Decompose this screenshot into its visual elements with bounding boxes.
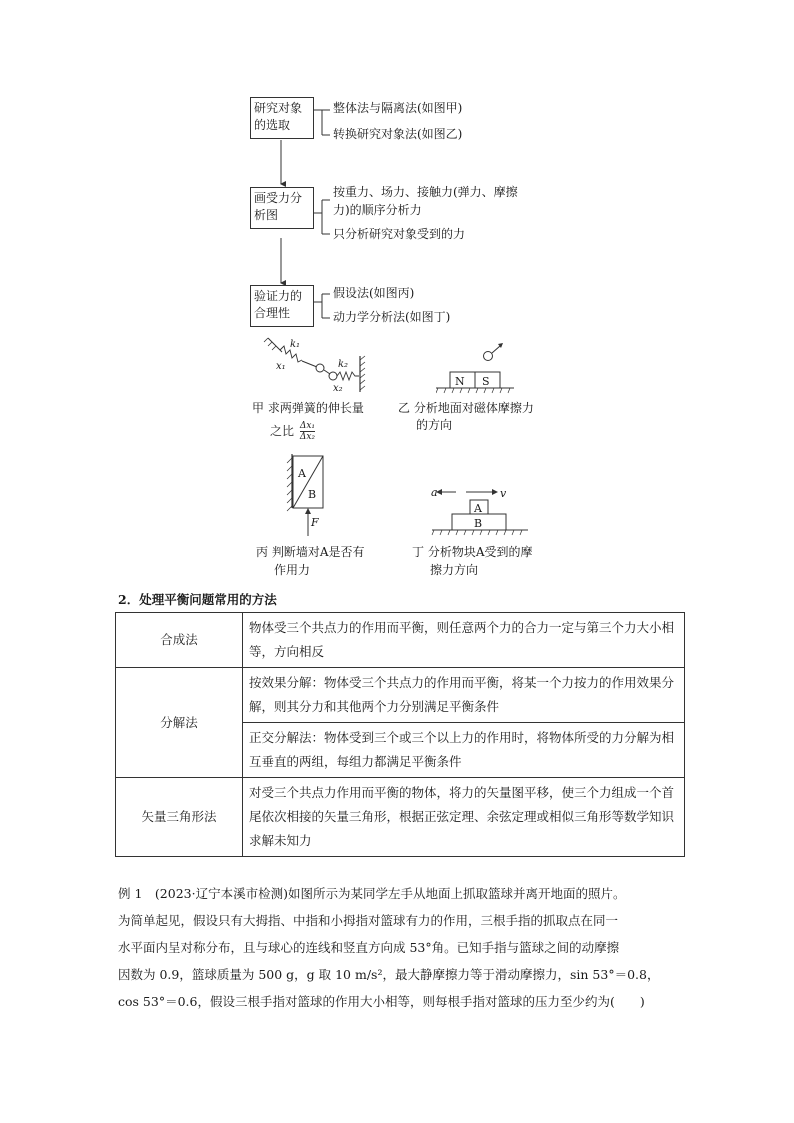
methods-table [115, 612, 685, 857]
caption-jia-line-1: 甲 求两弹簧的伸长量 [252, 401, 364, 415]
label-x2: x₂ [333, 383, 343, 394]
method-desc-effect-decomposition: 按效果分解：物体受三个共点力的作用而平衡，将某一个力按力的作用效果分解，则其分力和其他两个力分别满足平衡条件 [243, 668, 685, 723]
caption-jia-line-2 [270, 421, 315, 442]
method-name-decomposition: 分解法 [116, 668, 243, 778]
table-row [116, 778, 685, 857]
method-desc-vector-triangle: 对受三个共点力作用而平衡的物体，将力的矢量图平移，使三个力组成一个首尾依次相接的矢量三角形，根据正弦定理、余弦定理或相似三角形等数学知识求解未知力 [243, 778, 685, 857]
caption-yi-line-2: 的方向 [416, 418, 453, 432]
table-row [116, 668, 685, 723]
caption-ding-line-2: 擦力方向 [430, 563, 479, 577]
example-line-3: 水平面内呈对称分布，且与球心的连线和竖直方向成 53°角。已知手指与篮球之间的动摩擦 [118, 940, 620, 955]
step-1-line-2: 的选取 [254, 118, 291, 132]
ratio-numerator: Δx₁ [299, 421, 316, 431]
caption-yi-line-1: 乙 分析地面对磁体摩擦力 [398, 401, 534, 415]
step-2-line-1: 画受力分 [254, 191, 303, 205]
step-2-branch-2: 只分析研究对象受到的力 [333, 227, 466, 241]
example-line-4: 因数为 0.9，篮球质量为 500 g，g 取 10 m/s²，最大静摩擦力等于滑动摩擦力，sin 53°＝0.8， [118, 967, 660, 982]
step-3-line-2: 合理性 [254, 306, 291, 320]
method-name-synthesis: 合成法 [116, 613, 243, 668]
example-line-2: 为简单起见，假设只有大拇指、中指和小拇指对篮球有力的作用，三根手指的抓取点在同一 [118, 913, 619, 928]
step-3-branch-2: 动力学分析法(如图丁) [333, 310, 451, 324]
ratio-fraction [300, 421, 315, 442]
pole-s: S [482, 375, 490, 388]
step-box-1 [250, 97, 314, 139]
table-row [116, 613, 685, 668]
step-box-2 [250, 187, 314, 229]
pole-n: N [455, 375, 465, 388]
label-k2: k₂ [338, 359, 349, 370]
accel-label: a [431, 486, 438, 499]
step-3-line-1: 验证力的 [254, 289, 303, 303]
example-line-5: cos 53°＝0.6，假设三根手指对篮球的作用大小相等，则每根手指对篮球的压力至少约为( ) [118, 994, 645, 1009]
caption-ding-line-1: 丁 分析物块A受到的摩 [412, 545, 533, 559]
label-k1: k₁ [290, 339, 301, 350]
step-3-branch-1: 假设法(如图丙) [333, 286, 415, 300]
step-2-branch-1-line-2: 力)的顺序分析力 [333, 203, 422, 217]
caption-jia-prefix: 之比 [270, 424, 295, 438]
label-x1: x₁ [276, 361, 286, 372]
step-1-line-1: 研究对象 [254, 101, 303, 115]
ball-1 [316, 364, 324, 372]
example-line-1: 例 1 (2023·辽宁本溪市检测)如图所示为某同学左手从地面上抓取篮球并离开地面的照片。 [118, 886, 626, 901]
block-b-ding-label: B [474, 517, 483, 530]
ratio-denominator: Δx₂ [299, 432, 316, 442]
method-desc-synthesis: 物体受三个共点力的作用而平衡，则任意两个力的合力一定与第三个力大小相等，方向相反 [243, 613, 685, 668]
ball-2 [329, 372, 337, 380]
ball-yi [484, 352, 493, 361]
velocity-label: v [500, 487, 507, 500]
step-1-branch-2-text: 转换研究对象法(如图乙) [333, 127, 463, 141]
step-1-branch-1: 整体法与隔离法(如图甲) [333, 101, 463, 115]
caption-bing-line-2: 作用力 [274, 563, 311, 577]
figure-yi-drawing [436, 338, 516, 396]
step-2-line-2: 析图 [254, 208, 279, 222]
bracket-1 [314, 110, 322, 135]
block-b-bing: B [308, 488, 317, 501]
method-name-vector-triangle: 矢量三角形法 [116, 778, 243, 857]
step-2-branch-1-line-1: 按重力、场力、接触力(弹力、摩擦 [333, 185, 518, 199]
method-desc-orthogonal-decomposition: 正交分解法：物体受到三个或三个以上力的作用时，将物体所受的力分解为相互垂直的两组，每组力都满足平衡条件 [243, 723, 685, 778]
section-2-title: 2．处理平衡问题常用的方法 [118, 592, 277, 607]
block-a-ding-label: A [474, 502, 482, 515]
block-a-bing: A [298, 467, 306, 480]
step-box-3 [250, 285, 314, 327]
force-f-label: F [311, 516, 319, 529]
caption-bing-line-1: 丙 判断墙对A是否有 [256, 545, 365, 559]
